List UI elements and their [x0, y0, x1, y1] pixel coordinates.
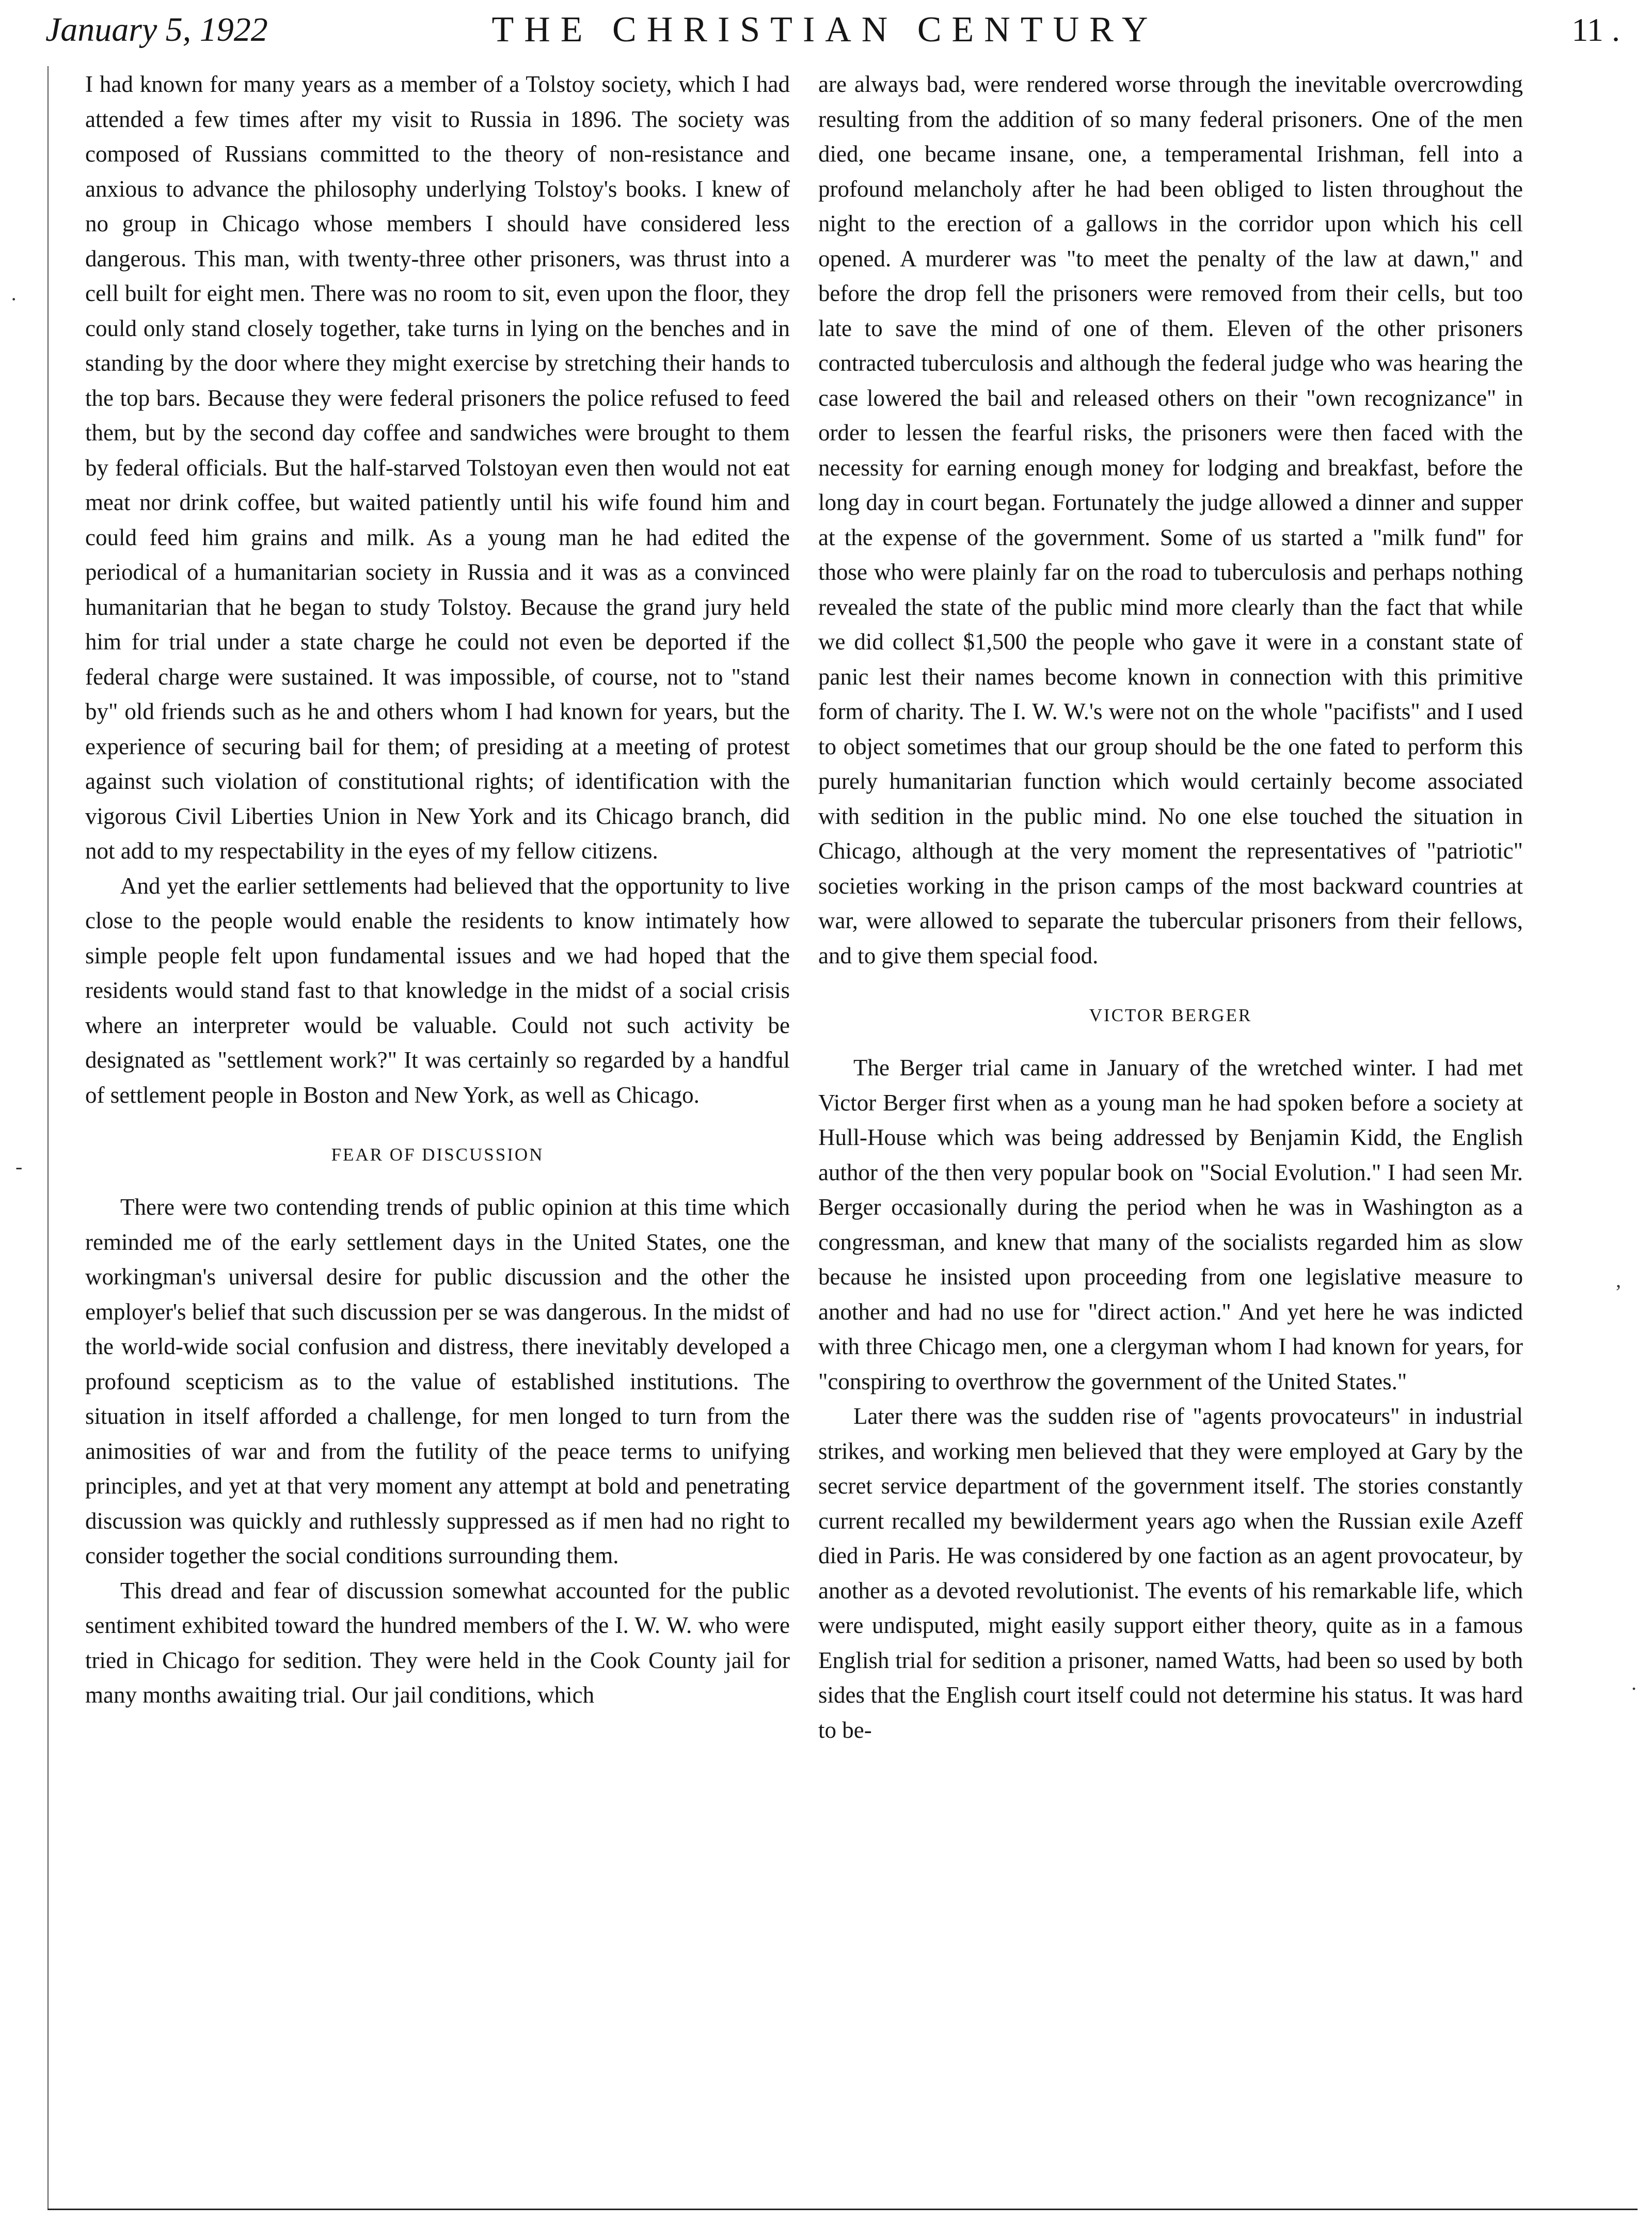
left-paragraph-1: I had known for many years as a member of a Tolstoy society, which I had attended a few times after my visit to Russia in 1896. The society was composed of Russians committed to the theory of non-resistance and anxious to advance the philosophy underlying Tolstoy's books. I knew of no group in Chicago whose members I should have considered less dangerous. This man, with twenty-three other prisoners, was thrust into a cell built for eight men. There was no room to sit, even upon the floor, they could only stand closely together, take turns in lying on the benches and in standing by the door where they might exercise by stretching their hands to the top bars. Because they were federal prisoners the police refused to feed them, but by the second day coffee and sandwiches were brought to them by federal officials. But the half-starved Tolstoyan even then would not eat meat nor drink coffee, but waited patiently until his wife found him and could feed him grains and milk. As a young man he had edited the periodical of a humanitarian society in Russia and it was as a convinced humanitarian that he began to study Tolstoy. Because the grand jury held him for trial under a state charge he could not even be deported if the federal charge were sustained. It was impossible, of course, not to "stand by" old friends such as he and others whom I had known for years, but the experience of securing bail for them; of presiding at a meeting of protest against such violation of constitutional rights; of identification with the vigorous Civil Liberties Union in New York and its Chicago branch, did not add to my respectability in the eyes of my fellow citizens.: [85, 71, 790, 864]
page-number: 11 .: [1571, 11, 1620, 48]
bottom-edge-rule: [47, 2209, 1638, 2210]
left-margin-rule: [47, 66, 49, 2209]
issue-date: January 5, 1922: [45, 11, 268, 49]
right-paragraph-2: The Berger trial came in January of the wretched winter. I had met Victor Berger first when as a young man he had spoken before a society at Hull-House which was being addressed by Benjamin Kidd, the English author of the then very popular book on "Social Evolution." I had seen Mr. Berger occasionally during the period when he was in Washington as a congressman, and knew that many of the socialists regarded him as slow because he insisted upon proceeding from one legislative measure to another and had no use for "direct action." And yet here he was indicted with three Chicago men, one a clergyman whom I had known for years, for "conspiring to overthrow the government of the United States.": [818, 1055, 1523, 1394]
right-paragraph-3: Later there was the sudden rise of "agents provocateurs" in industrial strikes, and working men believed that they were employed at Gary by the secret service department of the government itself. The stories constantly current recalled my bewilderment years ago when the Russian exile Azeff died in Paris. He was considered by one faction as an agent provocateur, by another as a devoted revolutionist. The events of his remarkable life, which were undisputed, might easily support either theory, quite as in a famous English trial for sedition a prisoner, named Watts, had been so used by both sides that the English court itself could not determine his status. It was hard to be-: [818, 1403, 1523, 1743]
margin-speck: ,: [1616, 1268, 1621, 1292]
page-header: [45, 4, 1625, 61]
section-heading-victor-berger: VICTOR BERGER: [1089, 1005, 1252, 1025]
left-paragraph-4: This dread and fear of discussion somewhat accounted for the public sentiment exhibited toward the hundred members of the I. W. W. who were tried in Chicago for sedition. They were held in the Cook County jail for many months awaiting trial. Our jail conditions, which: [85, 1577, 790, 1708]
margin-speck: ·: [10, 288, 18, 311]
left-paragraph-2: And yet the earlier settlements had believed that the opportunity to live close to the people would enable the residents to know intimately how simple people felt upon fundamental issues and we had hoped that the residents would stand fast to that knowledge in the midst of a social crisis where an interpreter would be valuable. Could not such activity be designated as "settlement work?" It was certainly so regarded by a handful of settlement people in Boston and New York, as well as Chicago.: [85, 872, 790, 1108]
right-column: [818, 67, 1523, 2189]
margin-speck: -: [15, 1155, 23, 1178]
publication-title: THE CHRISTIAN CENTURY: [491, 10, 1158, 50]
left-column: [85, 67, 790, 2189]
margin-speck: .: [1631, 1671, 1637, 1694]
left-paragraph-3: There were two contending trends of public opinion at this time which reminded me of the early settlement days in the United States, one the workingman's universal desire for public discussion and the other the employer's belief that such discussion per se was dangerous. In the midst of the world-wide social confusion and distress, there inevitably developed a profound scepticism as to the value of established institutions. The situation in itself afforded a challenge, for men longed to turn from the animosities of war and from the futility of the peace terms to unifying principles, and yet at that very moment any attempt at bold and penetrating discussion was quickly and ruthlessly suppressed as if men had no right to consider together the social conditions surrounding them.: [85, 1194, 790, 1568]
section-heading-fear-of-discussion: FEAR OF DISCUSSION: [331, 1145, 544, 1165]
right-paragraph-1: are always bad, were rendered worse through the inevitable overcrowding resulting from the addition of so many federal prisoners. One of the men died, one became insane, one, a temperamental Irishman, fell into a profound melancholy after he had been obliged to listen throughout the night to the erection of a gallows in the corridor upon which his cell opened. A murderer was "to meet the penalty of the law at dawn," and before the drop fell the prisoners were removed from their cells, but too late to save the mind of one of them. Eleven of the other prisoners contracted tuberculosis and although the federal judge who was hearing the case lowered the bail and released others on their "own recognizance" in order to lessen the fearful risks, the prisoners were then faced with the necessity for earning enough money for lodging and breakfast, before the long day in court began. Fortunately the judge allowed a dinner and supper at the expense of the government. Some of us started a "milk fund" for those who were plainly far on the road to tuberculosis and perhaps nothing revealed the state of the public mind more clearly than the fact that while we did collect $1,500 the people who gave it were in a constant state of panic lest their names become known in connection with this primitive form of charity. The I. W. W.'s were not on the whole "pacifists" and I used to object sometimes that our group should be the one fated to perform this purely humanitarian function which would certainly become associated with sedition in the public mind. No one else touched the situation in Chicago, although at the very moment the representatives of "patriotic" societies working in the prison camps of the most backward countries at war, were allowed to separate the tubercular prisoners from their fellows, and to give them special food.: [818, 71, 1523, 969]
